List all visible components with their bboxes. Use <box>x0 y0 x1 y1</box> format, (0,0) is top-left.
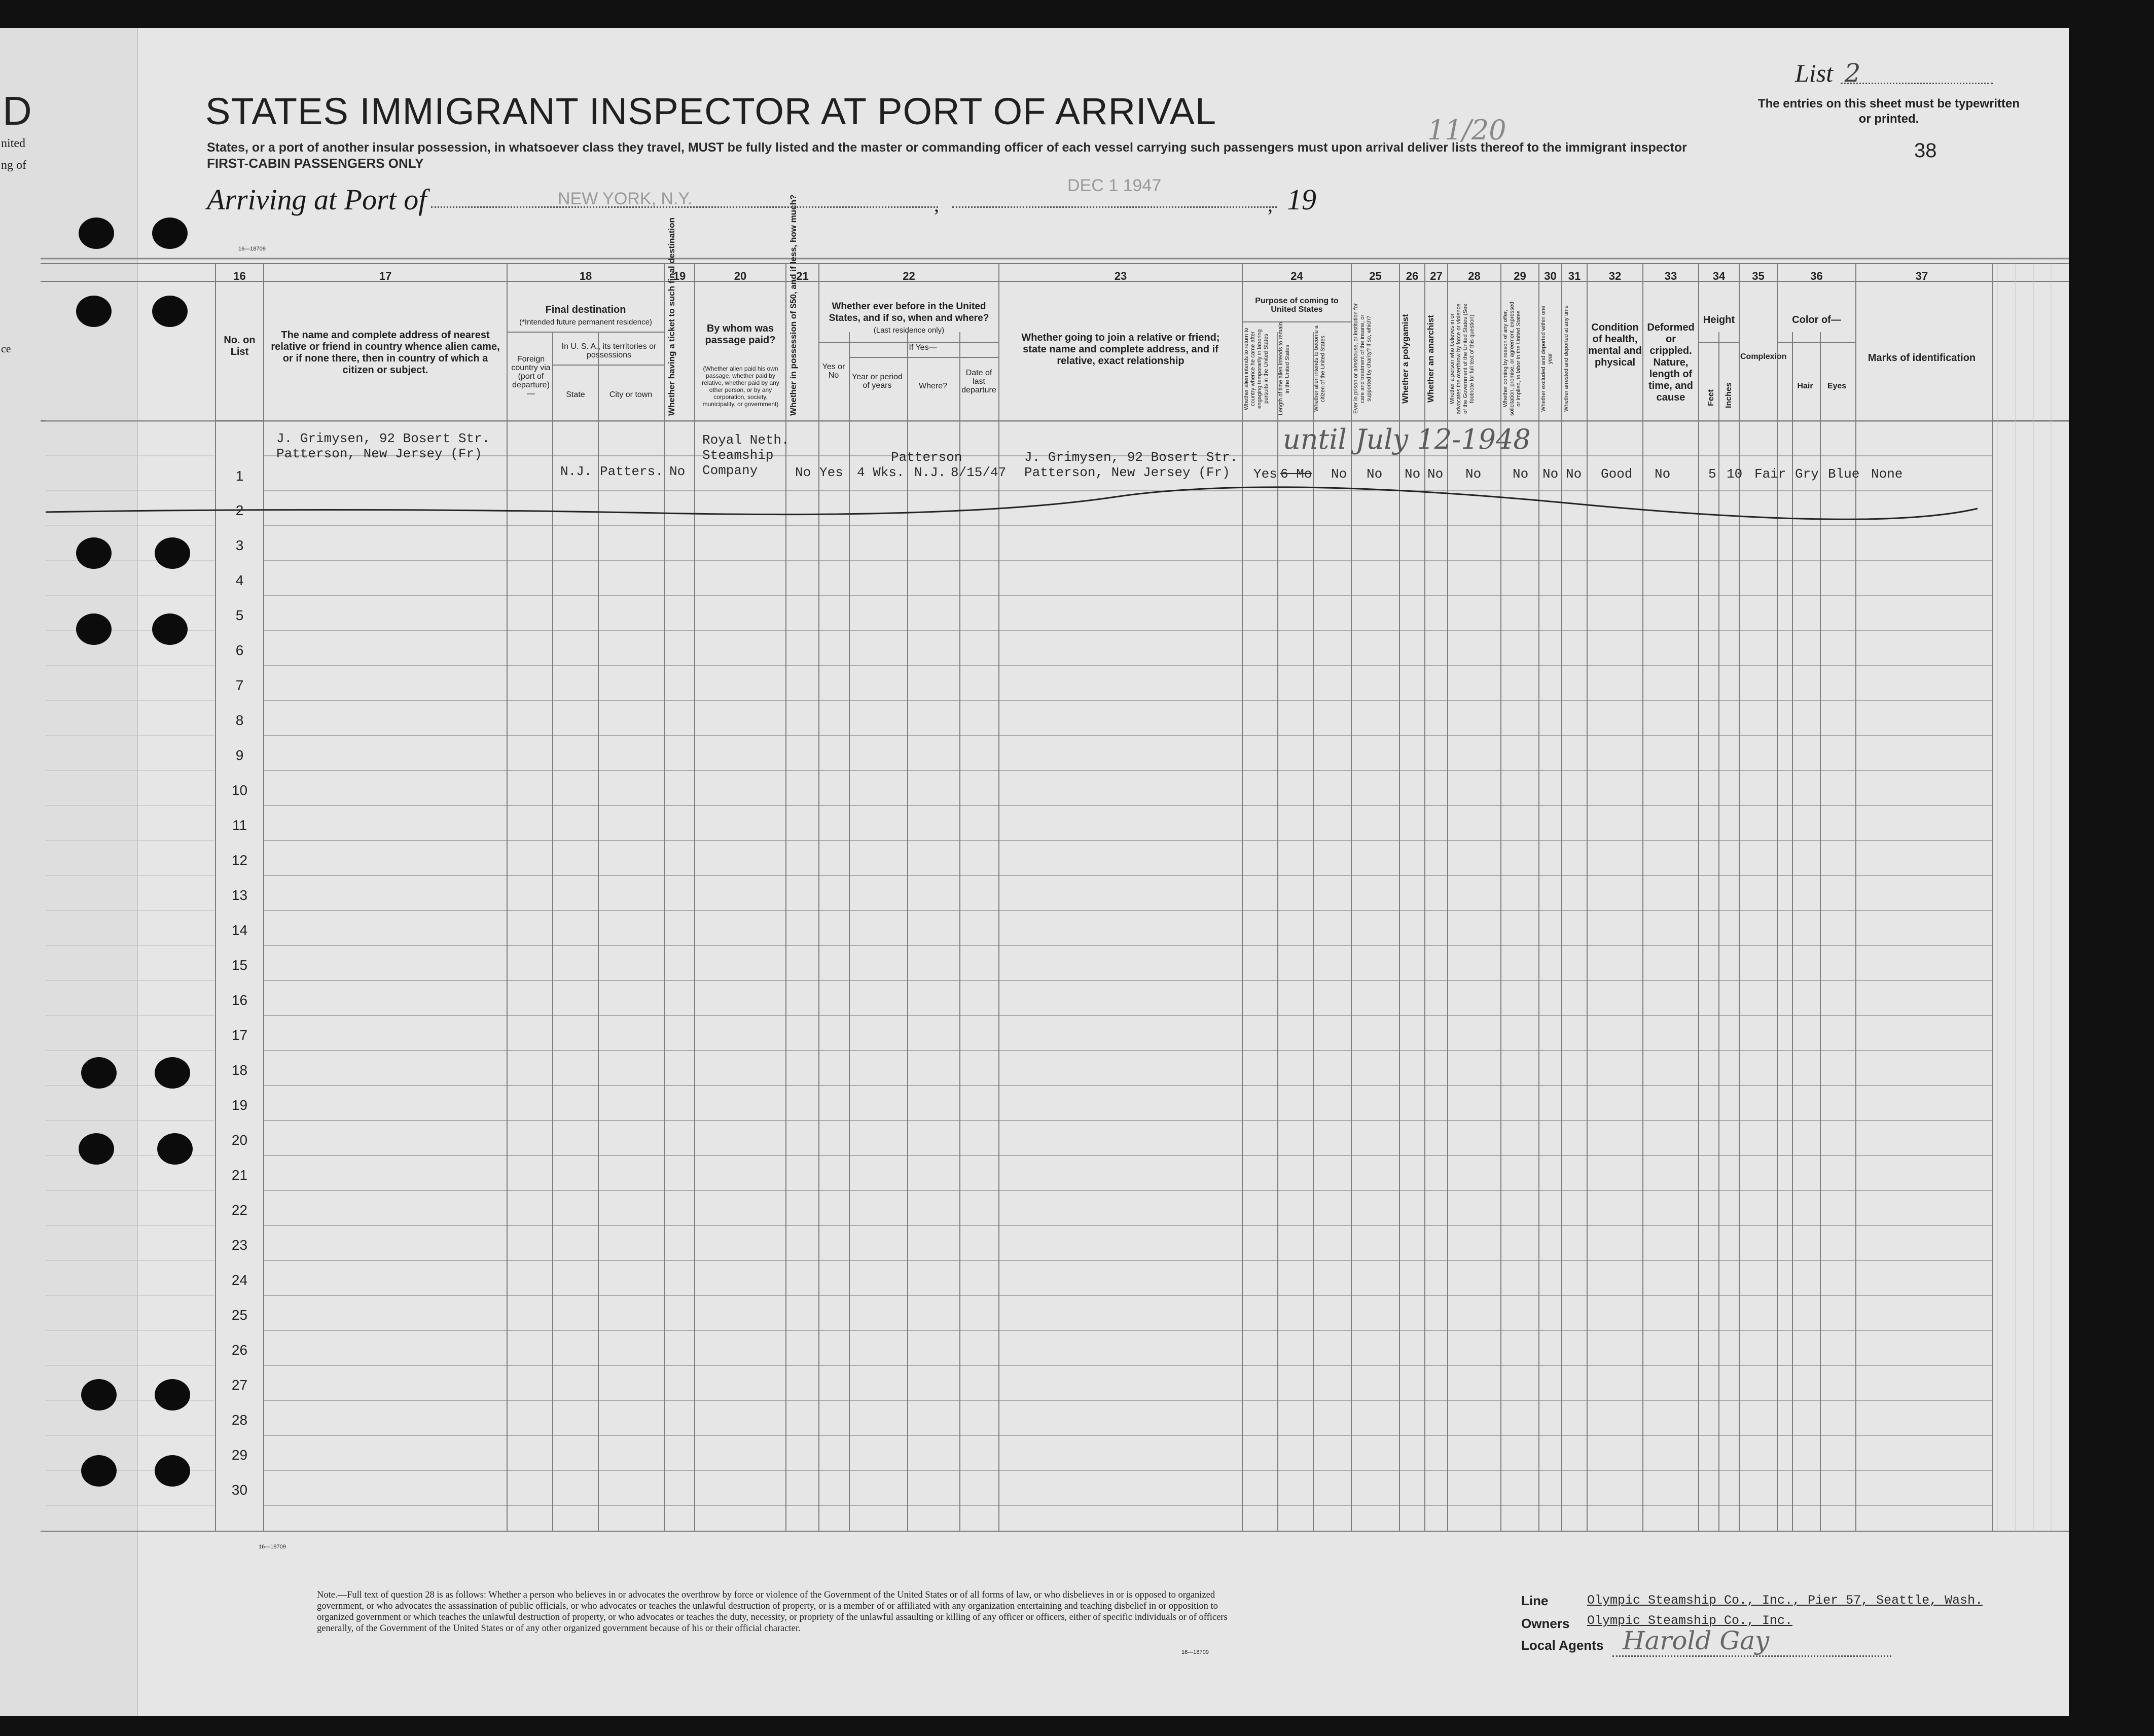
row-number: 20 <box>231 1132 248 1148</box>
header-return-intent: Whether alien intends to return to country whence he came after engaging temporarily in laboring pursuits in the United States <box>1243 328 1269 410</box>
punch-hole <box>81 1057 117 1089</box>
header-foreign-country: Foreign country via (port of departure)— <box>511 355 551 398</box>
line-value: Olympic Steamship Co., Inc., Pier 57, Seattle, Wash. <box>1587 1593 1983 1608</box>
header-feet: Feet <box>1707 389 1715 407</box>
header-citizen-intent: Whether alien intends to become a citizen of the United States <box>1313 326 1326 412</box>
entry-relative-line2: Patterson, New Jersey (Fr) <box>276 446 482 461</box>
row-number: 9 <box>235 747 244 763</box>
entry-marks: None <box>1871 466 1903 482</box>
header-labor-offer: Whether coming by reason of any offer, solicitation, promise, or agreement, expressed or implied, to labor in the United States <box>1502 302 1522 416</box>
row-number: 13 <box>231 887 248 903</box>
row-number: 14 <box>231 922 248 938</box>
header-passage-paid: By whom was passage paid? <box>705 323 776 346</box>
punch-hole <box>152 218 188 249</box>
header-before-in-us-sub: (Last residence only) <box>873 326 945 335</box>
punch-hole <box>79 1133 114 1165</box>
header-yes-no: Yes or No <box>822 363 845 380</box>
form-subtitle-line2: FIRST-CABIN PASSENGERS ONLY <box>207 156 424 171</box>
punch-hole <box>157 1133 193 1165</box>
punch-hole <box>81 1379 117 1410</box>
col-num: 32 <box>1608 270 1622 282</box>
date-stamp: DEC 1 1947 <box>1067 176 1162 195</box>
punch-hole <box>76 613 112 645</box>
col-num: 25 <box>1369 270 1382 282</box>
col-num: 30 <box>1544 270 1557 282</box>
row-number: 18 <box>231 1062 248 1078</box>
col-num: 37 <box>1915 270 1928 282</box>
header-length-stay: Length of time alien intends to remain in the United States <box>1278 322 1290 416</box>
entry-before-us: Yes <box>819 465 843 480</box>
arriving-label: Arriving at Port of <box>207 183 427 216</box>
entry-health: Good <box>1601 466 1633 482</box>
row-number: 3 <box>235 537 244 553</box>
header-color-of: Color of— <box>1792 314 1841 326</box>
entry-hand-annotation: until July 12-1948 <box>1283 423 1531 455</box>
row-number: 19 <box>231 1097 248 1113</box>
col-num: 27 <box>1430 270 1443 282</box>
row-number: 12 <box>231 852 248 868</box>
entry-eyes: Blue <box>1828 466 1860 482</box>
header-join-relative: Whether going to join a relative or friend; state name and complete address, and if relative, exact relationship <box>1021 332 1220 367</box>
col-num: 26 <box>1406 270 1419 282</box>
row-number: 23 <box>231 1237 248 1253</box>
agents-signature: Harold Gay <box>1623 1626 1770 1655</box>
header-final-destination-sub: (*Intended future permanent residence) <box>519 318 652 327</box>
entry-deformed: No <box>1655 466 1671 482</box>
header-year-period: Year or period of years <box>852 373 903 390</box>
entry-feet: 5 <box>1708 466 1716 482</box>
col-num: 20 <box>734 270 747 282</box>
entry-citizen: No <box>1331 466 1347 482</box>
line-label: Line <box>1521 1593 1549 1608</box>
entry-length-stay-struck: 6 Mo <box>1280 466 1312 482</box>
entry-paid-line1: Royal Neth. <box>702 432 789 448</box>
hand-fraction: 11/20 <box>1427 114 1506 146</box>
entry-hair: Gry <box>1795 466 1819 482</box>
header-last-departure: Date of last departure <box>961 369 996 394</box>
header-if-yes: If Yes— <box>909 343 937 352</box>
punch-hole <box>81 1455 117 1487</box>
entry-departure: 8/15/47 <box>951 465 1007 480</box>
entry-paid-line3: Company <box>702 463 758 478</box>
entry-excluded: No <box>1542 466 1559 482</box>
entry-polygamist: No <box>1405 466 1421 482</box>
header-nearest-relative: The name and complete address of nearest relative or friend in country whence alien came, or if none there, then in country of which a citizen or subject. <box>271 330 500 376</box>
header-purpose: Purpose of coming to United States <box>1255 297 1339 314</box>
col-num: 18 <box>579 270 592 282</box>
row-number: 7 <box>235 677 244 693</box>
header-city: City or town <box>609 390 653 399</box>
comma: , <box>1268 193 1273 216</box>
row-number: 30 <box>231 1482 248 1498</box>
form-code-footer: 16—18709 <box>1181 1649 1209 1655</box>
header-deported: Whether arrested and deported at any time <box>1563 305 1569 412</box>
header-overthrow: Whether a person who believes in or advocates the overthrow by force or violence of the Government of the United States (See footnote for full text of this question) <box>1449 303 1475 414</box>
list-number: 2 <box>1844 58 1861 88</box>
entry-overthrow: No <box>1465 466 1482 482</box>
entry-relative-line1: J. Grimysen, 92 Bosert Str. <box>276 431 490 446</box>
col-num: 28 <box>1468 270 1481 282</box>
left-edge-letter: D <box>3 88 32 133</box>
entry-period: 4 Wks. <box>857 465 905 480</box>
agents-line <box>1612 1655 1891 1657</box>
row-number: 22 <box>231 1202 248 1218</box>
entry-complexion: Fair <box>1754 466 1786 482</box>
row-number: 5 <box>235 607 244 623</box>
row-number: 15 <box>231 957 248 973</box>
header-deformed: Deformed or crippled. Nature, length of time, and cause <box>1647 322 1695 403</box>
punch-hole <box>152 613 188 645</box>
header-marks: Marks of identification <box>1868 352 1976 364</box>
header-excluded: Whether excluded and deported within one year <box>1540 305 1553 412</box>
punch-hole <box>152 296 188 327</box>
form-subtitle-line1: States, or a port of another insular possession, in whatsoever class they travel, MUST be fully listed and the master or commanding officer of each vessel carrying such passengers must upon arrival deliver lists thereof to the immigrant inspector <box>207 140 1687 155</box>
col-num: 29 <box>1514 270 1526 282</box>
header-passage-paid-sub: (Whether alien paid his own passage, whether paid by relative, whether paid by any other person, or by any corporation, society, municipality, or government) <box>702 365 779 408</box>
punch-hole <box>155 1379 190 1410</box>
footnote-q28: Note.—Full text of question 28 is as follows: Whether a person who believes in or advocates the overthrow by force or violence of the Government of the United States or of all forms of law, or who disbelieves in or is opposed to organized government, or who advocates the assassination of public officials, or who advocates or teaches the unlawful destruction of property, or is a member of or affiliated with any organization entertaining and teaching disbelief in or opposition to organized government or which teaches the unlawful destruction of property, or who advocates or teaches the duty, necessity, or propriety of the unlawful assaulting or killing of any officer or officers, either of specific individuals or of officers generally, of the Government of the United States or of any other organized government because of his or their official character. <box>317 1590 1228 1634</box>
header-before-in-us: Whether ever before in the United States, and if so, when and where? <box>829 301 989 323</box>
typewritten-note: The entries on this sheet must be typewritten or printed. <box>1757 97 2020 126</box>
col-num: 19 <box>673 270 686 282</box>
row-number: 16 <box>231 992 248 1008</box>
form-code: 16—18709 <box>238 246 266 252</box>
col-num: 16 <box>233 270 246 282</box>
row-number: 10 <box>231 782 248 798</box>
col-num: 33 <box>1664 270 1677 282</box>
agents-label: Local Agents <box>1521 1638 1604 1653</box>
row-number: 8 <box>235 712 244 728</box>
date-line <box>952 206 1277 208</box>
header-hair: Hair <box>1797 382 1813 390</box>
header-in-usa: In U. S. A., its territories or possessions <box>561 342 657 359</box>
header-complexion: Complexion <box>1740 352 1787 361</box>
entry-prison: No <box>1367 466 1383 482</box>
col-num: 17 <box>379 270 392 282</box>
comma: , <box>934 193 939 216</box>
ink-line <box>46 487 1978 519</box>
punch-hole <box>76 296 112 327</box>
col-num: 31 <box>1568 270 1581 282</box>
col-num: 23 <box>1114 270 1127 282</box>
entry-join-line2: Patterson, New Jersey (Fr) <box>1024 465 1230 480</box>
row-number: 11 <box>232 817 247 833</box>
entry-return-intent: Yes <box>1253 466 1277 482</box>
left-edge-fragment: ng of <box>1 159 26 172</box>
header-final-destination: Final destination <box>545 304 626 315</box>
punch-hole <box>155 537 190 569</box>
header-height: Height <box>1703 314 1735 326</box>
col-num: 24 <box>1290 270 1303 282</box>
form-title: STATES IMMIGRANT INSPECTOR AT PORT OF ARRIVAL <box>205 90 1217 132</box>
header-fifty-dollars: Whether in possession of $50, and if less, how much? <box>788 194 798 416</box>
row-number: 4 <box>235 572 244 588</box>
header-inches: Inches <box>1725 382 1733 409</box>
list-line <box>1841 83 1993 84</box>
col-num: 22 <box>903 270 915 282</box>
punch-hole <box>76 537 112 569</box>
header-anarchist: Whether an anarchist <box>1426 315 1435 403</box>
entry-inches: 10 <box>1727 466 1743 482</box>
entry-deported: No <box>1566 466 1582 482</box>
header-state: State <box>566 390 585 399</box>
row-number: 26 <box>231 1342 248 1358</box>
col-num: 21 <box>796 270 809 282</box>
punch-hole <box>155 1057 190 1089</box>
header-health: Condition of health, mental and physical <box>1588 322 1642 368</box>
row-number: 17 <box>231 1027 248 1043</box>
year-prefix: 19 <box>1287 183 1316 216</box>
entry-state: N.J. <box>560 464 592 479</box>
header-eyes: Eyes <box>1827 382 1847 390</box>
row-number: 28 <box>231 1412 248 1428</box>
entry-money: No <box>795 465 811 480</box>
col-num: 34 <box>1712 270 1726 282</box>
form-code-bottom: 16—18709 <box>259 1544 286 1550</box>
row-number: 25 <box>231 1307 248 1323</box>
row-number: 29 <box>231 1447 248 1463</box>
list-label-text: List <box>1795 59 1834 87</box>
row-number: 24 <box>231 1272 248 1288</box>
immigration-manifest-sheet <box>0 28 2069 1716</box>
owners-value: Olympic Steamship Co., Inc. <box>1587 1613 1793 1628</box>
row-number: 6 <box>235 642 244 658</box>
left-edge-fragment: nited <box>1 137 25 150</box>
entry-labor: No <box>1513 466 1529 482</box>
entry-anarchist: No <box>1427 466 1444 482</box>
entry-where-line1: Patterson <box>891 450 962 465</box>
page-number: 38 <box>1914 139 1937 162</box>
entry-where-line2: N.J. <box>914 465 946 480</box>
header-prison: Ever in prison or almshouse, or institution for care and treatment of the insane, or supported by charity? If so, which? <box>1353 303 1372 414</box>
entry-ticket: No <box>669 464 686 479</box>
entry-paid-line2: Steamship <box>702 448 774 463</box>
row-number: 21 <box>231 1167 248 1183</box>
entry-join-line1: J. Grimysen, 92 Bosert Str. <box>1024 450 1238 465</box>
punch-hole <box>79 218 114 249</box>
left-edge-fragment: ce <box>1 342 11 355</box>
punch-hole <box>155 1455 190 1487</box>
header-where: Where? <box>918 382 948 390</box>
port-value: NEW YORK, N.Y. <box>558 189 693 208</box>
col-num: 35 <box>1752 270 1765 282</box>
row-number: 2 <box>235 502 244 518</box>
entry-city: Patters. <box>600 464 663 479</box>
row-number: 1 <box>235 468 244 484</box>
header-no-on-list: No. on List <box>224 335 256 357</box>
row-number: 27 <box>231 1377 248 1393</box>
header-polygamist: Whether a polygamist <box>1401 314 1410 404</box>
owners-label: Owners <box>1521 1616 1570 1631</box>
header-ticket: Whether having a ticket to such final destination <box>667 217 676 416</box>
col-num: 36 <box>1810 270 1823 282</box>
